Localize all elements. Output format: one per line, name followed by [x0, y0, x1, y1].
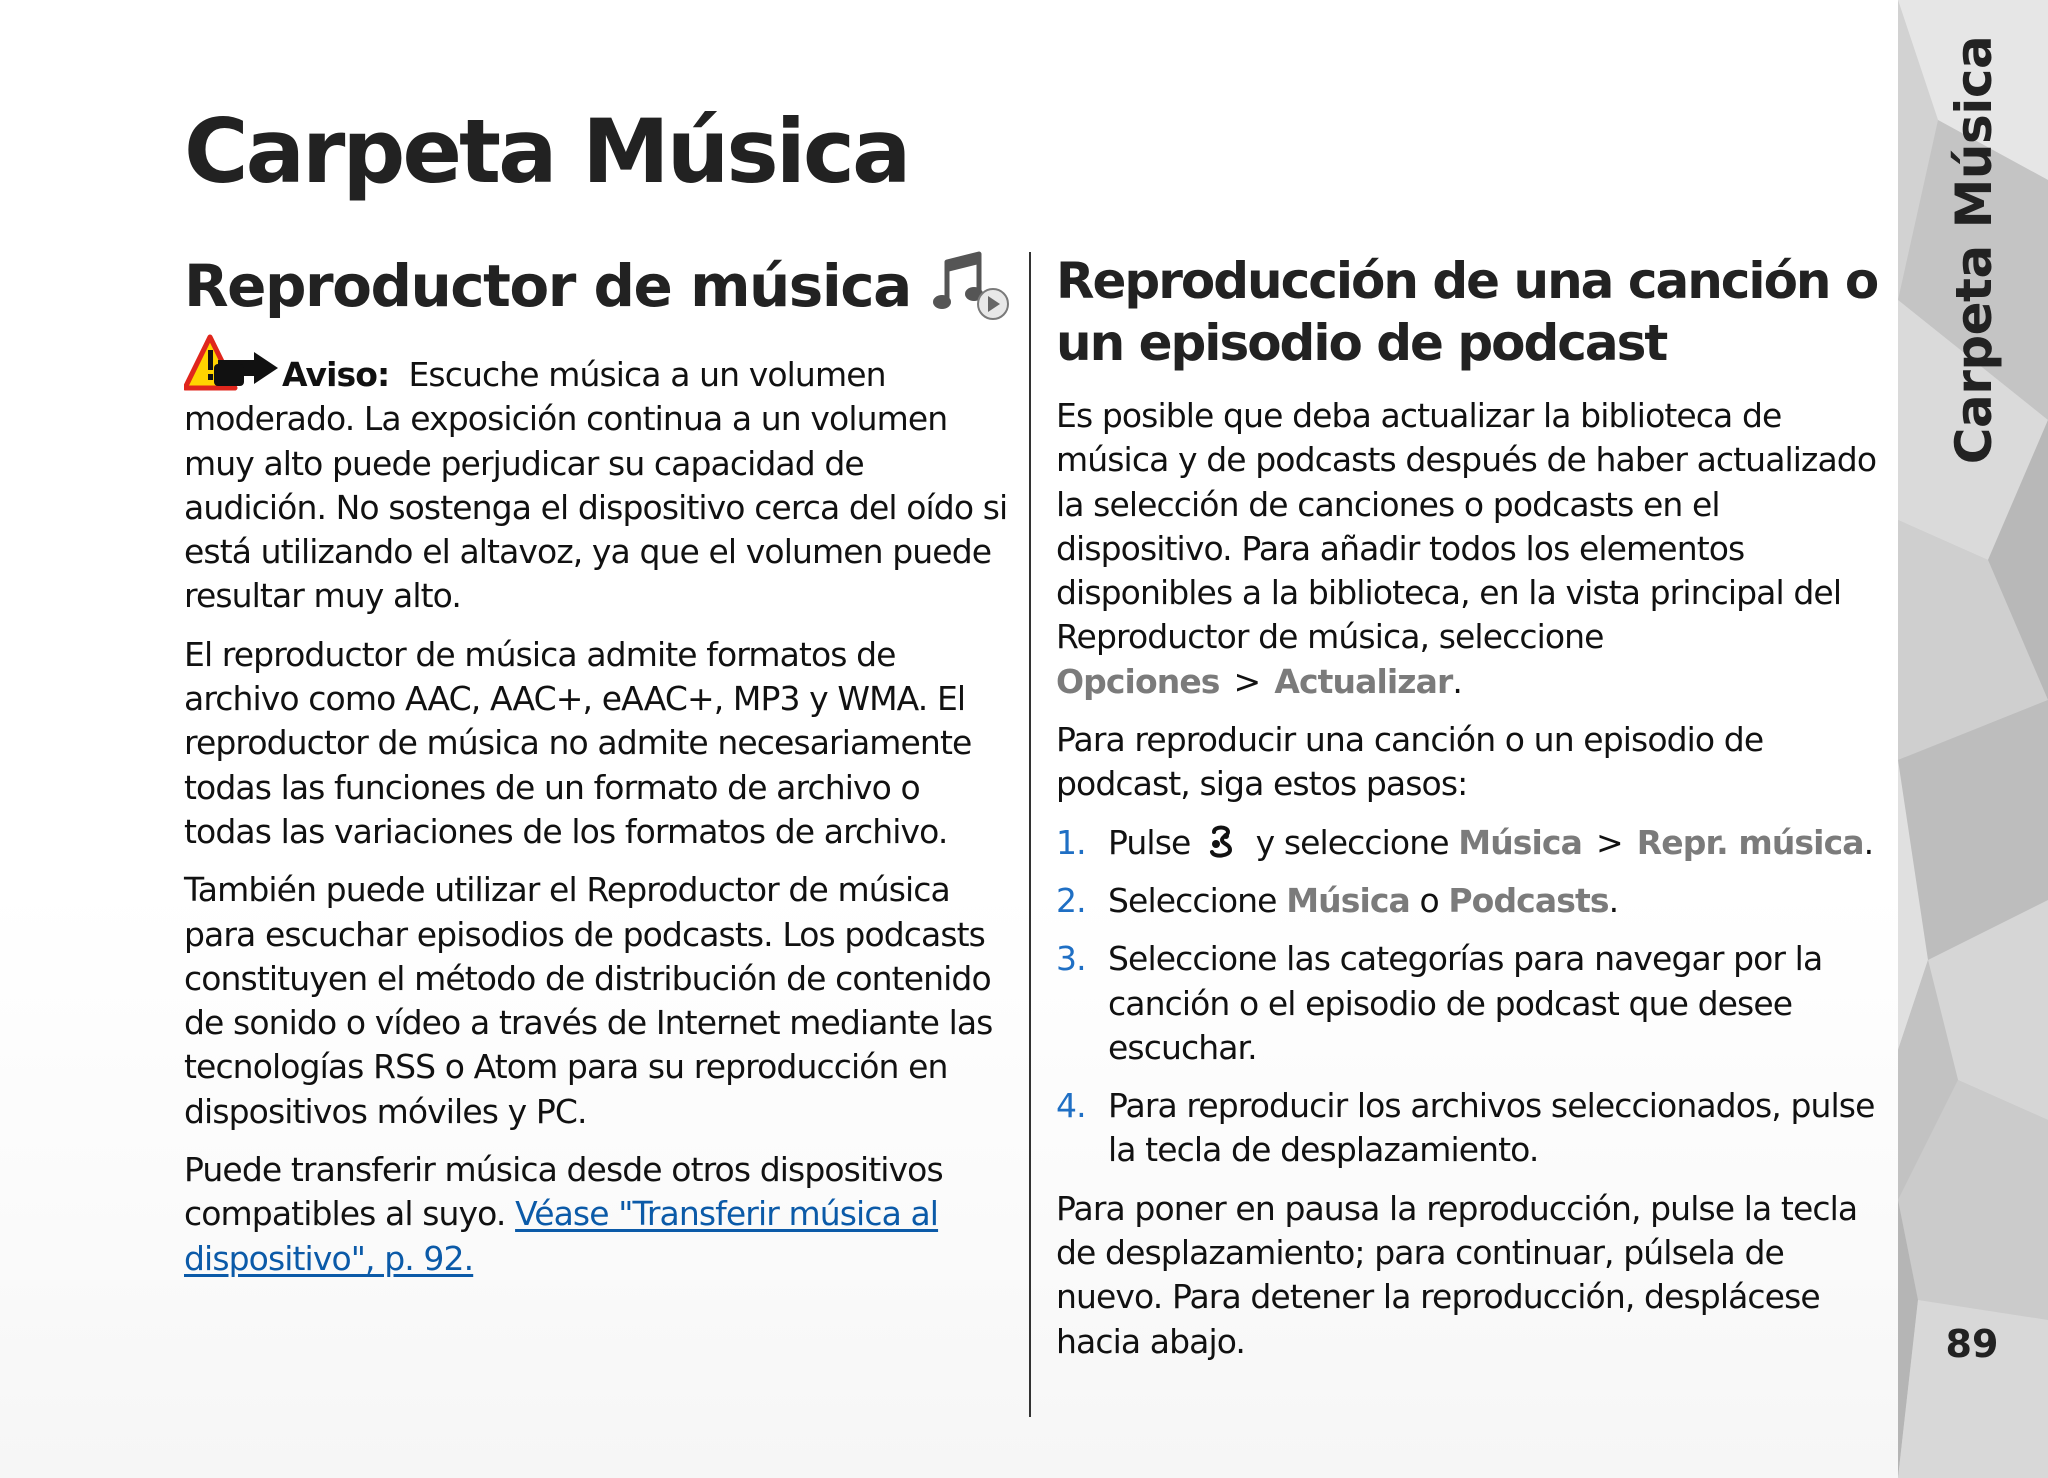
step-1-mid: y seleccione — [1255, 822, 1449, 862]
step-number: 3. — [1056, 939, 1086, 979]
step-number: 1. — [1056, 822, 1086, 862]
transfer-music-link[interactable]: Véase "Transferir música al dispositivo", p. 92. — [184, 1194, 939, 1278]
step-number: 2. — [1056, 880, 1086, 920]
step-1-separator: > — [1595, 822, 1623, 862]
side-tab-label — [1944, 35, 2004, 465]
page-number: 89 — [1945, 1322, 1999, 1366]
side-tab-text: Carpeta Música — [1945, 35, 2004, 465]
step-2-or: o — [1419, 880, 1439, 920]
transfer-paragraph — [184, 1148, 1014, 1281]
transfer-text: Puede transferir música desde otros dispositivos compatibles al suyo. — [184, 1150, 943, 1234]
step-2-pre: Seleccione — [1108, 880, 1277, 920]
menu-key-icon — [1206, 824, 1236, 860]
right-column — [1056, 250, 1886, 1378]
menu-options-term: Opciones — [1056, 661, 1220, 701]
step-1-period: . — [1863, 822, 1874, 862]
pause-paragraph: Para poner en pausa la reproducción, pulse la tecla de desplazamiento; para continuar, púlsela de nuevo. Para detener la reproducción, desplácese hacia abajo. — [1056, 1188, 1858, 1361]
page-title: Carpeta Música — [184, 100, 909, 203]
steps-list — [1056, 821, 1886, 1173]
step-2-music-term: Música — [1286, 880, 1410, 920]
step-2 — [1056, 879, 1886, 923]
step-1 — [1056, 821, 1886, 865]
podcasts-paragraph: También puede utilizar el Reproductor de música para escuchar episodios de podcasts. Los podcasts constituyen el método de distribución de contenido de sonido o vídeo a través de Internet mediante las tecnologías RSS o Atom para su reproducción en dispositivos móviles y PC. — [184, 870, 993, 1131]
warning-paragraph — [184, 352, 1014, 619]
section-heading-music-player — [184, 250, 1014, 322]
step-3 — [1056, 937, 1886, 1070]
warning-label: Aviso: — [282, 355, 390, 394]
warning-icon — [184, 334, 280, 396]
warning-text: Escuche música a un volumen moderado. La exposición continua a un volumen muy alto puede perjudicar su capacidad de audición. No sostenga el dispositivo cerca del oído si está utilizando el altavoz, ya que el volumen puede resultar muy alto. — [184, 355, 1008, 616]
section-heading-play-song: Reproducción de una canción o un episodio de podcast — [1056, 252, 1878, 372]
music-player-icon — [933, 250, 1013, 322]
step-1-pre: Pulse — [1108, 822, 1191, 862]
steps-intro: Para reproducir una canción o un episodio de podcast, siga estos pasos: — [1056, 720, 1764, 804]
step-1-music-term: Música — [1458, 822, 1582, 862]
period: . — [1452, 661, 1462, 701]
step-1-player-term: Repr. música — [1636, 822, 1864, 862]
column-divider — [1029, 252, 1031, 1417]
menu-update-term: Actualizar — [1274, 661, 1453, 701]
update-library-paragraph — [1056, 394, 1886, 704]
step-4-text: Para reproducir los archivos seleccionados, pulse la tecla de desplazamiento. — [1108, 1086, 1875, 1170]
step-2-period: . — [1608, 880, 1619, 920]
update-library-text: Es posible que deba actualizar la biblioteca de música y de podcasts después de haber actualizado la selección de canciones o podcasts en el dispositivo. Para añadir todos los elementos disponibles a la biblioteca, en la vista principal del Reproductor de música, seleccione — [1056, 396, 1877, 657]
step-4 — [1056, 1084, 1886, 1173]
step-3-text: Seleccione las categorías para navegar por la canción o el episodio de podcast que desee escuchar. — [1108, 939, 1823, 1067]
step-number: 4. — [1056, 1086, 1086, 1126]
section-heading-text: Reproductor de música — [184, 252, 911, 320]
step-2-podcasts-term: Podcasts — [1448, 880, 1609, 920]
menu-separator: > — [1233, 661, 1261, 701]
left-column — [184, 250, 1014, 1295]
formats-paragraph: El reproductor de música admite formatos de archivo como AAC, AAC+, eAAC+, MP3 y WMA. El reproductor de música no admite necesariamente todas las funciones de un formato de archivo o todas las variaciones de los formatos de archivo. — [184, 634, 972, 851]
